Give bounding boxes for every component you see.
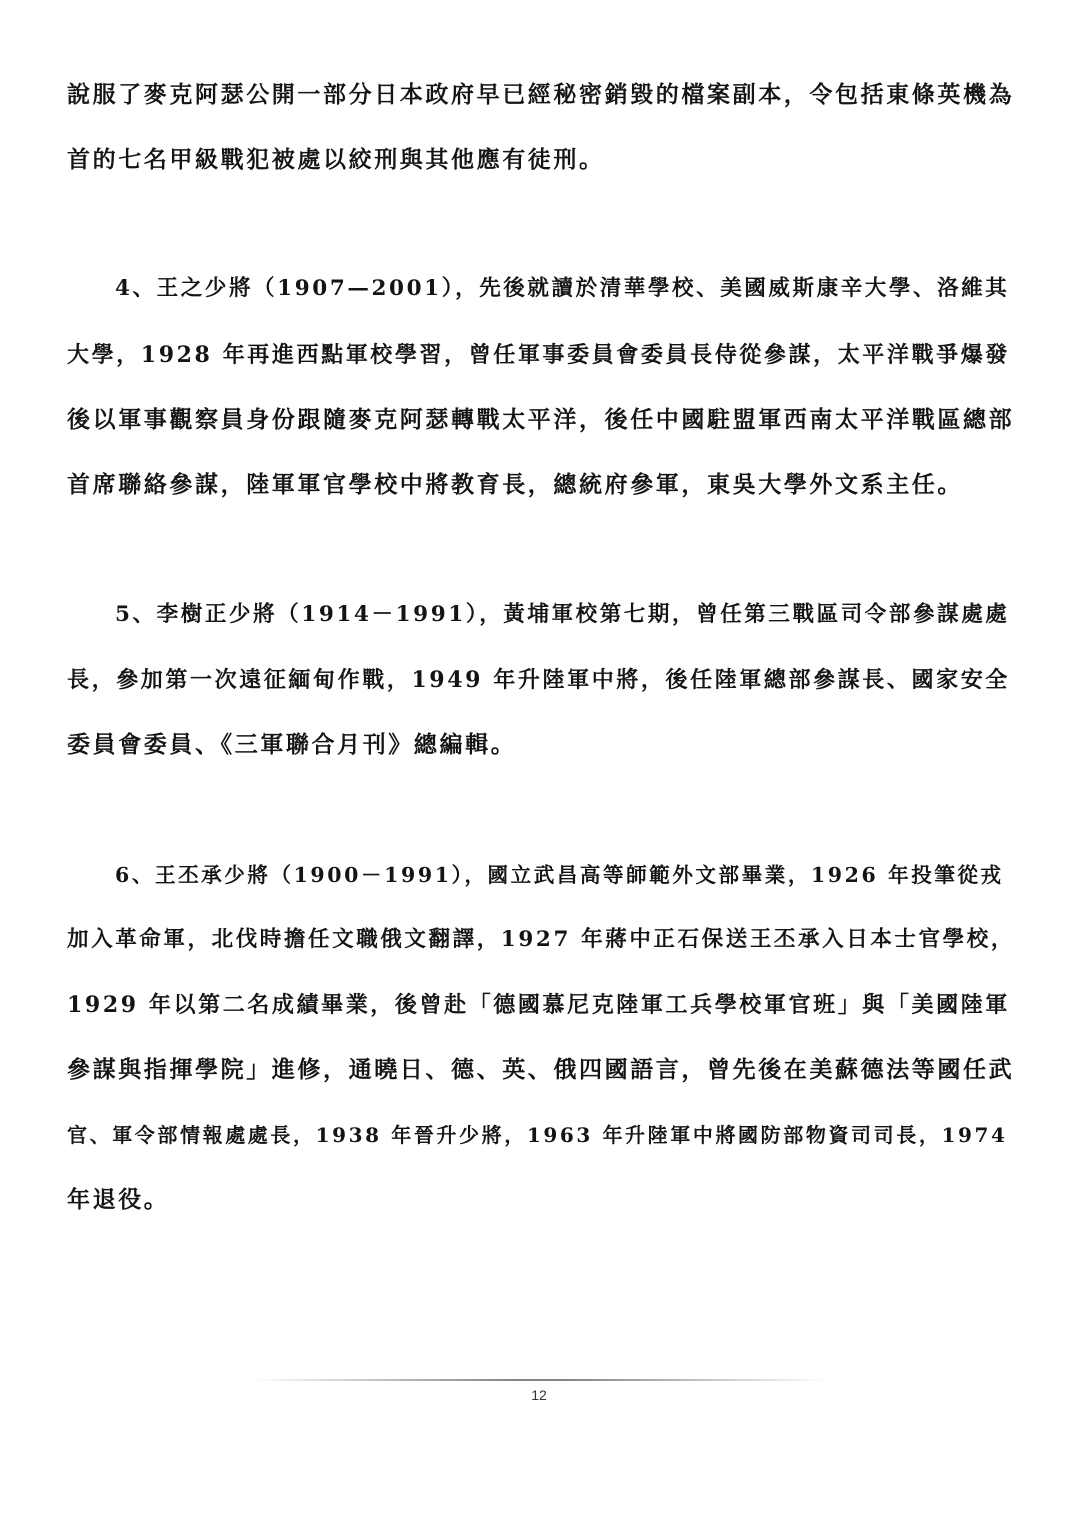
paragraph-line: 後以軍事觀察員身份跟隨麥克阿瑟轉戰太平洋，後任中國駐盟軍西南太平洋戰區總部 — [67, 406, 1015, 433]
footer-divider — [250, 1379, 830, 1381]
paragraph-line: 大學，1928 年再進西點軍校學習，曾任軍事委員會委員長侍從參謀，太平洋戰爭爆發 — [67, 342, 1010, 368]
paragraph-line: 參謀與指揮學院」進修，通曉日、德、英、俄四國語言，曾先後在美蘇德法等國任武 — [67, 1056, 1015, 1083]
paragraph-line: 4、王之少將（1907—2001），先後就讀於清華學校、美國威斯康辛大學、洛維其 — [115, 276, 1010, 301]
paragraph-line: 年退役。 — [67, 1186, 170, 1213]
paragraph-line: 6、王丕承少將（1900－1991），國立武昌高等師範外文部畢業，1926 年投筆從戎 — [115, 863, 1004, 887]
paragraph-line: 首席聯絡參謀，陸軍軍官學校中將教育長，總統府參軍，東吳大學外文系主任。 — [67, 471, 963, 498]
paragraph-line: 首的七名甲級戰犯被處以絞刑與其他應有徒刑。 — [67, 146, 605, 173]
paragraph-line: 官、軍令部情報處處長，1938 年晉升少將，1963 年升陸軍中將國防部物資司司長，1974 — [67, 1123, 1008, 1147]
paragraph-line: 加入革命軍，北伐時擔任文職俄文翻譯，1927 年蔣中正石保送王丕承入日本士官學校， — [67, 927, 1015, 952]
page-number: 12 — [531, 1387, 547, 1403]
paragraph-line: 1929 年以第二名成績畢業，後曾赴「德國慕尼克陸軍工兵學校軍官班」與「美國陸軍 — [67, 992, 1010, 1018]
paragraph-line: 委員會委員、《三軍聯合月刊》總編輯。 — [67, 731, 517, 758]
paragraph-line: 長，參加第一次遠征緬甸作戰，1949 年升陸軍中將，後任陸軍總部參謀長、國家安全 — [67, 667, 1010, 693]
paragraph-line: 5、李樹正少將（1914－1991），黃埔軍校第七期，曾任第三戰區司令部參謀處處 — [115, 602, 1010, 627]
paragraph-line: 說服了麥克阿瑟公開一部分日本政府早已經秘密銷毀的檔案副本，令包括東條英機為 — [67, 81, 1015, 108]
